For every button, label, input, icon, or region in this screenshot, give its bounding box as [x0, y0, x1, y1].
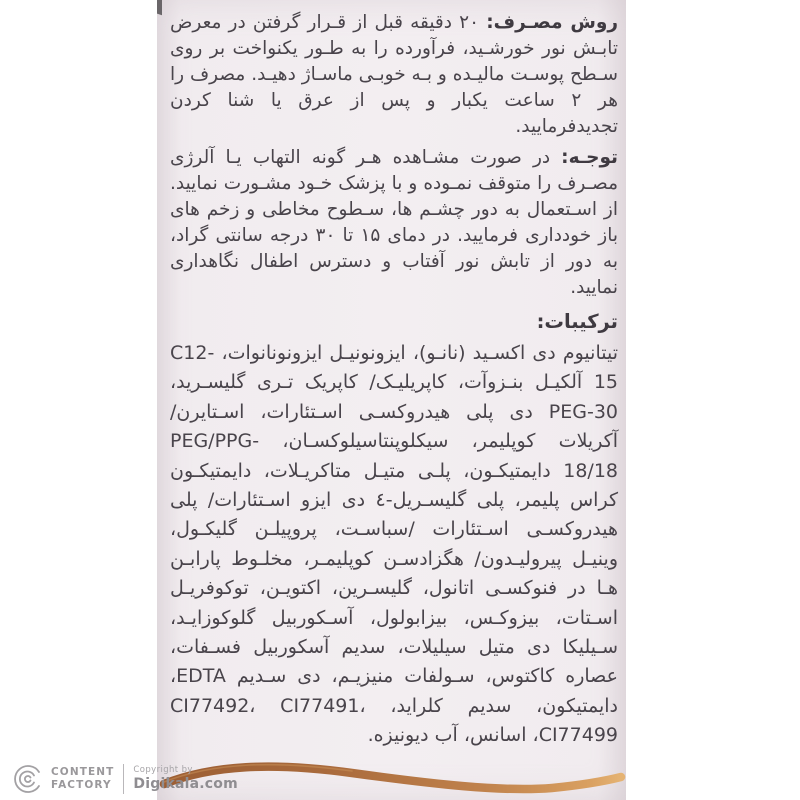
content-factory-logo-icon — [12, 763, 44, 795]
panel-text — [170, 10, 618, 751]
usage-paragraph — [170, 10, 618, 140]
digikala-site-label: Digikala.com — [133, 776, 238, 793]
usage-text: ۲۰ دقیقه قبل از قـرار گرفتن در معرض تابـش نور خورشـید، فرآورده را به طـور یکنواخت بر روی سـطح پوسـت مالیـده و بـه خوبـی ماسـاژ دهیـد. مصرف را هر ۲ ساعت یکبار و پس از عرق یا شنا کردن تجدیدفرمایید. — [170, 12, 618, 137]
ingredients-paragraph: تیتانیوم دی اکسـید (نانـو)، ایزونونیـل ایزونونانوات، C12-15 آلکیـل بنـزوآت، کاپریلیـک/ کاپریک تـری گلیسـرید، PEG-30 دی پلی هیدروکسـی اسـتئارات، اسـتایرن/ آکریلات کوپلیمر، سیکلوپنتاسیلوکسـان، PEG/PPG-18/18 دایمتیکـون، پلـی متیـل متاکریـلات، دایمتیکـون کراس پلیمر، پلی گلیسـریل-٤ دی ایزو اسـتئارات/ پلی هیدروکسـی اسـتئارات /سباسـت، پروپیلـن گلیکـول، وینیـل پیرولیـدون/ هگزادسـن کوپلیمـر، مخلـوط پارابـن هـا در فنوکسـی اتانول، گلیسـرین، اکتویـن، توکوفریـل اسـتات، بیزوکـس، بیزابولول، آسـکوربیل گلوکوزایـد، سـیلیکا دی متیل سیلیلات، سدیم آسکوربیل فسـفات، عصاره کاکتوس، سـولفات منیزیـم، دی سـدیم EDTA، دایمتیکون، سدیم کلراید، CI77492، CI77491، CI77499، اسانس، آب دیونیزه. — [170, 342, 618, 747]
caution-paragraph — [170, 145, 618, 301]
brand-line-2: FACTORY — [51, 779, 112, 791]
caution-label: توجـه: — [561, 147, 618, 168]
content-factory-wordmark — [51, 766, 114, 792]
copyright-label: Copyright by — [133, 765, 193, 776]
brand-line-1: CONTENT — [51, 766, 115, 779]
caution-text: در صورت مشـاهده هـر گونه التهاب یـا آلرژی مصـرف را متوقف نمـوده و با پزشک خـود مشـورت نمایید. از اسـتعمال به دور چشـم ها، سـطوح مخاطی و زخم های باز خودداری فرمایید. در دمای ۱۵ تا ۳۰ درجه سانتی گراد، به دور از تابش نور آفتاب و دسترس اطفال نگاهداری نمایید. — [170, 147, 618, 298]
digikala-watermark — [12, 761, 238, 797]
copyright-block — [133, 765, 237, 792]
package-back-panel — [157, 0, 626, 800]
photo-corner-artifact — [157, 0, 162, 15]
usage-label: روش مصـرف: — [486, 12, 618, 33]
ingredients-heading: ترکیبات: — [536, 310, 618, 333]
watermark-divider — [123, 764, 124, 794]
